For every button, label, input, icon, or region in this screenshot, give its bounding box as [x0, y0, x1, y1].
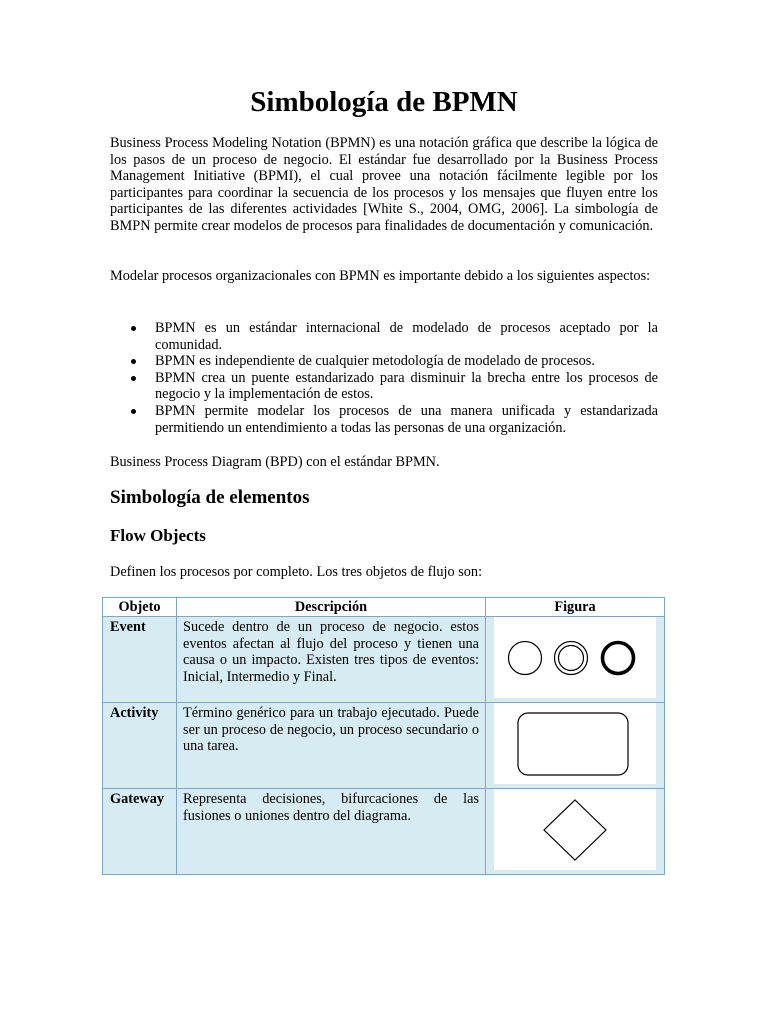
cell-descripcion: Sucede dentro de un proceso de negocio. estos eventos afectan al flujo del proceso y tienen una causa o un impacto. Existen tres tipos de eventos: Inicial, Intermedio y Final.: [177, 617, 486, 703]
list-item: BPMN es un estándar internacional de modelado de procesos aceptado por la comunidad.: [110, 320, 658, 353]
subsection-heading: Flow Objects: [110, 526, 206, 545]
bullet-icon: [131, 326, 136, 331]
aspects-intro: Modelar procesos organizacionales con BPMN es importante debido a los siguientes aspectos:: [110, 268, 651, 284]
figure-box: [494, 789, 656, 870]
cell-objeto: Gateway: [103, 789, 177, 875]
cell-figura: [486, 617, 665, 703]
list-item: BPMN permite modelar los procesos de una manera unificada y estandarizada permitiendo un entendimiento a todas las personas de una organización.: [110, 403, 658, 436]
list-item: BPMN crea un puente estandarizado para disminuir la brecha entre los procesos de negocio y la implementación de estos.: [110, 370, 658, 403]
column-header-descripcion: Descripción: [177, 598, 486, 617]
gateway-diamond-icon: [540, 797, 610, 863]
flow-objects-table: [102, 597, 665, 875]
figure-box: [494, 703, 656, 784]
activity-rounded-rectangle-icon: [515, 709, 635, 779]
flow-objects-intro: Definen los procesos por completo. Los tres objetos de flujo son:: [110, 564, 483, 580]
table-row: [103, 789, 665, 875]
table-row: [103, 703, 665, 789]
cell-descripcion: Término genérico para un trabajo ejecutado. Puede ser un proceso de negocio, un proceso secundario o una tarea.: [177, 703, 486, 789]
page-title: Simbología de BPMN: [250, 86, 518, 118]
intermediate-event-icon: [555, 641, 588, 674]
bpd-line: Business Process Diagram (BPD) con el estándar BPMN.: [110, 454, 440, 470]
cell-figura: [486, 703, 665, 789]
list-item: BPMN es independiente de cualquier metodología de modelado de procesos.: [110, 353, 658, 370]
start-event-icon: [509, 641, 542, 674]
event-circles-icon: [505, 633, 645, 683]
bullet-icon: [131, 359, 136, 364]
aspects-list: [110, 320, 658, 436]
table-row: [103, 617, 665, 703]
table-header-row: [103, 598, 665, 617]
cell-figura: [486, 789, 665, 875]
intermediate-event-inner-icon: [559, 645, 584, 670]
column-header-figura: Figura: [486, 598, 665, 617]
cell-objeto: Event: [103, 617, 177, 703]
bullet-icon: [131, 409, 136, 414]
figure-box: [494, 617, 656, 698]
bullet-icon: [131, 376, 136, 381]
cell-descripcion: Representa decisiones, bifurcaciones de las fusiones o uniones dentro del diagrama.: [177, 789, 486, 875]
section-heading: Simbología de elementos: [110, 487, 310, 508]
cell-objeto: Activity: [103, 703, 177, 789]
end-event-icon: [603, 642, 634, 673]
intro-paragraph: Business Process Modeling Notation (BPMN) es una notación gráfica que describe la lógica de los pasos de un proceso de negocio. El estándar fue desarrollado por la Business Process Management Initiative (BPMI), el cual provee una notación fácilmente legible por los participantes para coordinar la secuencia de los procesos y los mensajes que fluyen entre los participantes de las diferentes actividades [White S., 2004, OMG, 2006]. La simbología de BMPN permite crear modelos de procesos para finalidades de documentación y comunicación.: [110, 135, 658, 234]
column-header-objeto: Objeto: [103, 598, 177, 617]
